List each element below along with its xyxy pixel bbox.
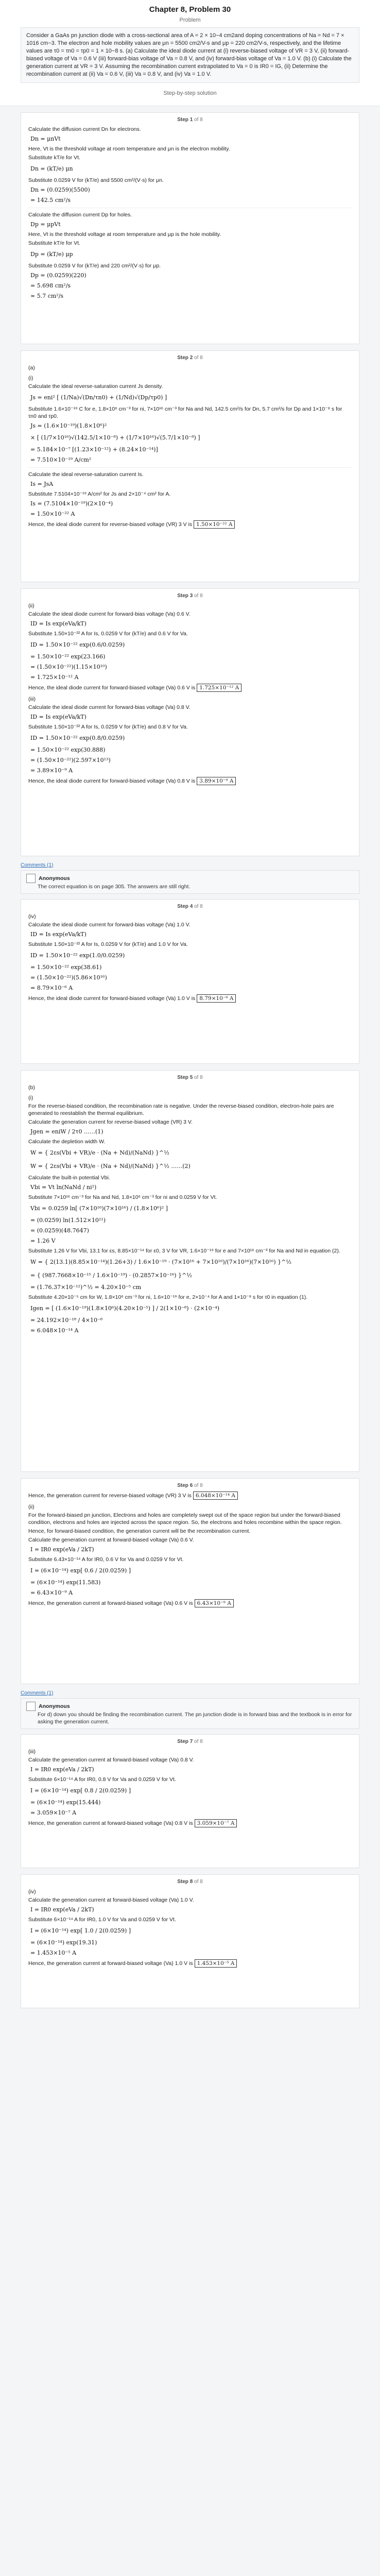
- equation: = (0.0259) ln(1.512×10²¹): [30, 1217, 106, 1224]
- part-label: (a): [28, 365, 35, 371]
- comment-body: The correct equation is on page 305. The answers are still right.: [38, 884, 191, 890]
- step-tag: Step 7 of 8: [177, 1739, 203, 1744]
- equation: I = IR0 exp(eVa / 2kT): [30, 1766, 94, 1773]
- step-text: Calculate the generation current at forward-biased voltage (Va) 0.6 V.: [28, 1537, 194, 1543]
- part-label: (i): [28, 375, 33, 381]
- step-card-8: [21, 1874, 359, 2008]
- equation: = 7.510×10⁻¹⁹ A/cm²: [30, 456, 92, 463]
- equation: ID = Is exp(eVa/kT): [30, 714, 87, 720]
- step-card-6: [21, 1478, 359, 1684]
- step-text: Calculate the ideal diode current for forward-bias voltage (Va) 0.8 V.: [28, 704, 191, 710]
- step-text: Calculate the diffusion current Dn for electrons.: [28, 126, 141, 132]
- equation: = (6×10⁻¹⁴) exp(11.583): [30, 1579, 101, 1586]
- answer-box: 3.059×10⁻⁷ A: [195, 1819, 237, 1827]
- equation: = (1.50×10⁻²²)(1.15×10¹⁰): [30, 664, 107, 670]
- equation: ID = 1.50×10⁻²² exp(0.6/0.0259): [30, 641, 125, 648]
- step-text: Hence, the generation current at forward-biased voltage (Va) 1.0 V is 1.453×10⁻⁵ A: [28, 1959, 352, 1968]
- equation: = 142.5 cm²/s: [30, 197, 71, 204]
- step-text: Substitute 6×10⁻¹⁴ A for IR0, 0.8 V for Va and 0.0259 V for Vt.: [28, 1776, 176, 1783]
- step-text: Substitute 6×10⁻¹⁴ A for IR0, 1.0 V for Va and 0.0259 V for Vt.: [28, 1917, 176, 1923]
- equation: ID = 1.50×10⁻²² exp(1.0/0.0259): [30, 952, 125, 959]
- equation: ID = 1.50×10⁻²² exp(0.8/0.0259): [30, 735, 125, 741]
- part-label: (b): [28, 1084, 35, 1091]
- step-text: Calculate the ideal reverse-saturation current Js density.: [28, 383, 163, 389]
- step-card-2: [21, 350, 359, 582]
- answer-box: 1.453×10⁻⁵ A: [195, 1959, 237, 1968]
- comment-author: Anonymous: [26, 874, 354, 883]
- answer-box: 1.725×10⁻¹² A: [197, 684, 241, 692]
- answer-box: 6.43×10⁻⁹ A: [195, 1599, 234, 1607]
- equation: = 3.89×10⁻⁹ A: [30, 767, 73, 774]
- step-tag: Step 6 of 8: [177, 1483, 203, 1488]
- equation: = (1.76.37×10⁻¹²)^½ = 4.20×10⁻⁵ cm: [30, 1284, 142, 1291]
- page-title: Chapter 8, Problem 30: [149, 5, 231, 14]
- step-text: Hence, for forward-biased condition, the generation current will be the recombination current.: [28, 1528, 251, 1534]
- equation: = (0.0259)(48.7647): [30, 1227, 89, 1234]
- step-text: Calculate the diffusion current Dp for holes.: [28, 212, 132, 218]
- step-tag: Step 1 of 8: [177, 117, 203, 123]
- step-text: Substitute 1.6×10⁻¹⁹ C for e, 1.8×10⁶ cm⁻³ for ni, 7×10¹⁶ cm⁻³ for Na and Nd, 142.5 cm²/s for Dn, 5.7 cm²/s for Dp and 1×10⁻⁸ s for τn0 and τp0.: [28, 406, 342, 419]
- step-text: Substitute 1.50×10⁻²² A for Is, 0.0259 V for (kT/e) and 1.0 V for Va.: [28, 941, 188, 947]
- equation: Dn = (0.0259)(5500): [30, 187, 90, 193]
- problem-statement: Consider a GaAs pn junction diode with a cross-sectional area of A = 2 × 10−4 cm2and doping concentrations of Na = Nd = 7 × 1016 cm−3. The electron and hole mobility values are μn = 5500 cm2/V-s and μp = 220 cm2/V-s, respectively, and the lifetime values are τ0 = τn0 = τp0 = 1 × 10−8 s. (a) Calculate the ideal diode current at (i) reverse-biased voltage of VR = 3 V, (ii) forward-biased voltage of Va = 0.6 V (iii) forward-bias voltage of Va = 0.8 V, and (iv) forward-bias voltage of Va = 1.0 V. (b) (i) Calculate the generation current at VR = 3 V. Assuming the recombination current extrapolated to Va = 0 is IR0 = IG, (ii) Determine the recombination current at (ii) Va = 0.6 V, (iii) Va = 0.8 V, and (iv) Va = 1.0 V.: [21, 27, 359, 83]
- equation: Dp = (kT/e) μp: [30, 251, 73, 258]
- equation: = (1.50×10⁻²²)(2.597×10¹³): [30, 757, 111, 764]
- equation: I = (6×10⁻¹⁴) exp[ 0.8 / 2(0.0259) ]: [30, 1787, 131, 1794]
- equation: = 1.50×10⁻²² A: [30, 511, 75, 517]
- step-card-1: [21, 112, 359, 344]
- step-text: Hence, the generation current at forward-biased voltage (Va) 0.8 V is 3.059×10⁻⁷ A: [28, 1819, 352, 1827]
- equation: = 6.048×10⁻¹⁴ A: [30, 1327, 79, 1334]
- part-label: (iii): [28, 1749, 36, 1755]
- comments-link[interactable]: Comments (1): [21, 1690, 54, 1696]
- step-text: Substitute 7.5104×10⁻¹⁹ A/cm² for Js and 2×10⁻⁴ cm² for A.: [28, 491, 171, 497]
- step-tag: Step 3 of 8: [177, 593, 203, 599]
- comment-author: Anonymous: [26, 1702, 354, 1711]
- solution-header: Step-by-step solution: [163, 90, 217, 96]
- equation: = { (987.7668×10⁻¹⁵ / 1.6×10⁻¹⁹) · (0.2857×10⁻¹⁶) }^½: [30, 1272, 192, 1279]
- step-text: Substitute 0.0259 V for (kT/e) and 5500 cm²/(V·s) for μn.: [28, 177, 164, 183]
- equation: = 6.43×10⁻⁹ A: [30, 1589, 73, 1596]
- equation: I = IR0 exp(eVa / 2kT): [30, 1906, 94, 1913]
- step-text: Substitute kT/e for Vt.: [28, 240, 80, 246]
- step-text: Calculate the depletion width W.: [28, 1139, 106, 1145]
- step-card-3: [21, 588, 359, 856]
- step-text: For the reverse-biased condition, the recombination rate is negative. Under the reverse-biased condition, electron-hole pairs are generated to reestablish the thermal equilibrium.: [28, 1103, 334, 1116]
- equation: × [ (1/7×10¹⁶)√(142.5/1×10⁻⁸) + (1/7×10¹⁶)√(5.7/1×10⁻⁸) ]: [30, 434, 200, 441]
- step-text: Hence, the generation current at forward-biased voltage (Va) 0.6 V is 6.43×10⁻⁹ A: [28, 1599, 352, 1607]
- equation: I = (6×10⁻¹⁴) exp[ 0.6 / 2(0.0259) ]: [30, 1567, 131, 1574]
- equation: Is = JsA: [30, 481, 54, 487]
- step-text: Calculate the generation current at forward-biased voltage (Va) 1.0 V.: [28, 1897, 194, 1903]
- steps-container: [0, 112, 380, 2008]
- step-tag: Step 2 of 8: [177, 355, 203, 361]
- equation: ID = Is exp(eVa/kT): [30, 620, 87, 627]
- equation: = 1.453×10⁻⁵ A: [30, 1950, 77, 1956]
- equation: = 3.059×10⁻⁷ A: [30, 1809, 77, 1816]
- header-area: [0, 0, 380, 106]
- step-text: Substitute 7×10¹⁶ cm⁻³ for Na and Nd, 1.8×10⁶ cm⁻³ for ni and 0.0259 V for Vt.: [28, 1194, 217, 1200]
- step-text: Hence, the generation current for reverse-biased voltage (VR) 3 V is 6.048×10⁻¹⁴ A: [28, 1492, 352, 1500]
- equation: Js = eni² [ (1/Na)√(Dn/τn0) + (1/Nd)√(Dp/τp0) ]: [30, 394, 167, 401]
- equation: = (6×10⁻¹⁴) exp(19.31): [30, 1939, 97, 1946]
- step-text: Substitute 6.43×10⁻¹⁴ A for IR0, 0.6 V for Va and 0.0259 V for Vt.: [28, 1556, 184, 1563]
- step-text: Hence, the ideal diode current for forward-biased voltage (Va) 0.6 V is 1.725×10⁻¹² A: [28, 684, 352, 692]
- comment-body: For d) down you should be finding the recombination current. The pn junction diode is in forward bias and the textbook is in error for asking the generation current.: [38, 1711, 352, 1725]
- answer-box: 3.89×10⁻⁹ A: [197, 777, 236, 785]
- step-text: Here, Vt is the threshold voltage at room temperature and μn is the electron mobility.: [28, 146, 230, 152]
- step-text: Substitute kT/e for Vt.: [28, 155, 80, 161]
- equation: = 5.698 cm²/s: [30, 282, 71, 289]
- divider: [28, 467, 352, 468]
- equation: = 5.184×10⁻⁷ [(1.23×10⁻¹²) + (8.24×10⁻¹⁴)]: [30, 446, 158, 453]
- part-label: (iv): [28, 913, 36, 920]
- equation: Is = (7.5104×10⁻¹⁹)(2×10⁻⁴): [30, 500, 113, 507]
- step-text: Calculate the generation current at forward-biased voltage (Va) 0.8 V.: [28, 1757, 194, 1763]
- equation: I = (6×10⁻¹⁴) exp[ 1.0 / 2(0.0259) ]: [30, 1927, 131, 1934]
- step-text: Calculate the generation current for reverse-biased voltage (VR) 3 V.: [28, 1119, 193, 1125]
- part-label: (iv): [28, 1889, 36, 1895]
- equation: = 1.26 V: [30, 1238, 56, 1244]
- equation: ID = Is exp(eVa/kT): [30, 931, 87, 938]
- step-text: Hence, the ideal diode current for forward-biased voltage (Va) 0.8 V is 3.89×10⁻⁹ A: [28, 777, 352, 785]
- step-text: Hence, the ideal diode current for forward-biased voltage (Va) 1.0 V is 8.79×10⁻⁶ A: [28, 994, 352, 1003]
- equation: = (1.50×10⁻²²)(5.86×10¹⁶): [30, 974, 107, 981]
- equation: Jgen = eniW / 2τ0 ……(1): [30, 1128, 103, 1135]
- comment-block: [21, 870, 359, 894]
- step-text: Calculate the built-in potential Vbi.: [28, 1175, 110, 1181]
- step-text: Substitute 0.0259 V for (kT/e) and 220 cm²/(V·s) for μp.: [28, 263, 161, 269]
- step-text: Calculate the ideal diode current for forward-bias voltage (Va) 0.6 V.: [28, 611, 191, 617]
- part-label: (ii): [28, 603, 34, 609]
- equation: ≈ 5.7 cm²/s: [30, 293, 64, 299]
- equation: I = IR0 exp(eVa / 2kT): [30, 1546, 94, 1553]
- answer-box: 1.50×10⁻²² A: [194, 520, 235, 529]
- step-text: For the forward-biased pn junction, Electrons and holes are completely swept out of the space region but under the forward-biased condition, electrons and holes are injected across the space region. So, the electrons and holes recombine within the space region.: [28, 1512, 342, 1526]
- equation: = 24.192×10⁻¹⁸ / 4×10⁻⁸: [30, 1317, 103, 1324]
- comments-link[interactable]: Comments (1): [21, 862, 54, 868]
- equation: = 8.79×10⁻⁶ A: [30, 985, 73, 991]
- equation: Dp = μpVt: [30, 221, 61, 228]
- part-label: (ii): [28, 1504, 34, 1510]
- step-text: Substitute 4.20×10⁻⁵ cm for W, 1.8×10⁶ cm⁻³ for ni, 1.6×10⁻¹⁹ for e, 2×10⁻⁴ for A and 1×10⁻⁸ s for τ0 in equation (1).: [28, 1294, 308, 1300]
- equation: Vbi = 0.0259 ln[ (7×10¹⁶)(7×10¹⁶) / (1.8×10⁶)² ]: [30, 1205, 168, 1212]
- step-tag: Step 8 of 8: [177, 1879, 203, 1885]
- step-text: Hence, the ideal diode current for reverse-biased voltage (VR) 3 V is 1.50×10⁻²² A: [28, 520, 352, 529]
- problem-label: Problem: [179, 17, 201, 23]
- avatar: [26, 874, 36, 883]
- equation: Dp = (0.0259)(220): [30, 272, 87, 279]
- step-text: Substitute 1.50×10⁻²² A for Is, 0.0259 V for (kT/e) and 0.8 V for Va.: [28, 724, 188, 730]
- equation: = 1.50×10⁻²² exp(38.61): [30, 964, 102, 971]
- step-text: Substitute 1.50×10⁻²² A for Is, 0.0259 V for (kT/e) and 0.6 V for Va.: [28, 631, 188, 637]
- step-card-5: [21, 1070, 359, 1472]
- equation: W = { 2εs(Vbi + VR)/e · (Na + Nd)/(NaNd) }^½: [30, 1149, 169, 1156]
- step-tag: Step 5 of 8: [177, 1075, 203, 1080]
- equation: Dn = (kT/e) μn: [30, 165, 73, 172]
- step-text: Calculate the ideal reverse-saturation current Is.: [28, 471, 144, 478]
- equation: = (6×10⁻¹⁴) exp(15.444): [30, 1799, 101, 1806]
- answer-box: 6.048×10⁻¹⁴ A: [193, 1492, 238, 1500]
- comment-block: [21, 1698, 359, 1729]
- step-text: Here, Vt is the threshold voltage at room temperature and μp is the hole mobility.: [28, 231, 221, 238]
- step-card-7: [21, 1734, 359, 1868]
- equation: W = { 2(13.1)(8.85×10⁻¹⁴)(1.26+3) / 1.6×10⁻¹⁹ · (7×10¹⁶ + 7×10¹⁶)/(7×10¹⁶)(7×10¹⁶) }^½: [30, 1259, 291, 1265]
- step-text: Substitute 1.26 V for Vbi, 13.1 for εs, 8.85×10⁻¹⁴ for ε0, 3 V for VR, 1.6×10⁻¹⁹ for e and 7×10¹⁶ cm⁻³ for Na and Nd in equation (2).: [28, 1248, 340, 1254]
- equation: = 1.50×10⁻²² exp(23.166): [30, 653, 106, 660]
- answer-box: 8.79×10⁻⁶ A: [197, 994, 236, 1003]
- equation: Js = (1.6×10⁻¹⁹)(1.8×10⁶)²: [30, 422, 107, 429]
- step-card-4: [21, 899, 359, 1064]
- equation: = 1.725×10⁻¹² A: [30, 674, 79, 681]
- step-text: Calculate the ideal diode current for forward-bias voltage (Va) 1.0 V.: [28, 922, 191, 928]
- avatar: [26, 1702, 36, 1711]
- part-label: (i): [28, 1095, 33, 1101]
- equation: Igen = [ (1.6×10⁻¹⁹)(1.8×10⁶)(4.20×10⁻⁵) ] / 2(1×10⁻⁸) · (2×10⁻⁴): [30, 1305, 220, 1312]
- equation: Dn = μnVt: [30, 135, 61, 142]
- step-tag: Step 4 of 8: [177, 904, 203, 909]
- equation: W = { 2εs(Vbi + VR)/e · (Na + Nd)/(NaNd) }^½ ……(2): [30, 1163, 191, 1170]
- equation: = 1.50×10⁻²² exp(30.888): [30, 747, 106, 753]
- equation: Vbi = Vt ln(NaNd / ni²): [30, 1184, 97, 1191]
- part-label: (iii): [28, 696, 36, 702]
